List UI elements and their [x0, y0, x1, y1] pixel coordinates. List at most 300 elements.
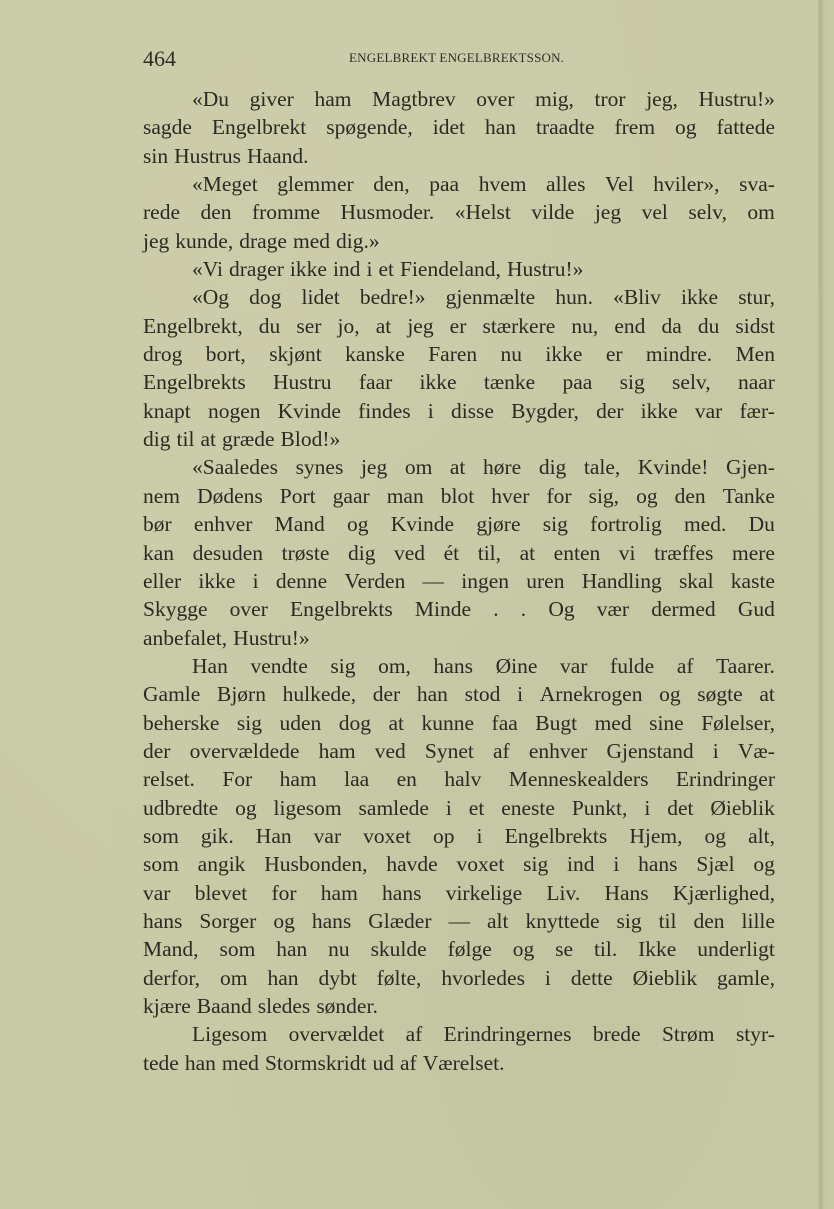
word: skulde [370, 937, 427, 962]
word: sledes [257, 994, 311, 1018]
word: angik [197, 852, 246, 877]
word: søgte [697, 682, 743, 707]
word: til [176, 427, 195, 452]
word: Hustru!» [698, 87, 775, 111]
word: trøste [281, 540, 330, 565]
word: den, [373, 172, 410, 197]
word: hans [433, 653, 473, 678]
word: bør [143, 512, 172, 537]
word: mig, [535, 87, 574, 111]
text-line [143, 113, 775, 141]
word: og [659, 682, 681, 707]
word: fattede [716, 115, 775, 140]
word: blevet [194, 880, 248, 905]
word: dette [570, 965, 613, 990]
word: overvældede [189, 738, 300, 763]
word: jeg [407, 313, 434, 338]
word: hver [491, 483, 530, 508]
word: Tanke [722, 483, 775, 508]
text-line [143, 198, 775, 226]
word: Kjærlighed, [672, 880, 775, 905]
word: han [484, 115, 517, 140]
word: kunde, [175, 228, 234, 253]
word: hviler», [653, 172, 720, 197]
word: fær- [739, 398, 775, 423]
word: med [293, 228, 331, 253]
word: for [271, 880, 297, 905]
word: at [375, 313, 392, 338]
word: dig [347, 540, 376, 565]
word: i [517, 682, 524, 707]
word: jeg [594, 200, 622, 225]
word: laa [344, 767, 370, 792]
text-line [143, 539, 775, 567]
word: Taarer. [716, 653, 775, 678]
word: som [219, 937, 256, 962]
word: naar [737, 370, 775, 395]
word: der [372, 682, 401, 707]
word: Stormskridt [264, 1050, 367, 1075]
word: ind [332, 257, 361, 282]
word: Han [255, 823, 292, 848]
word: det [667, 795, 694, 820]
text-line [143, 340, 775, 368]
word: den [674, 483, 706, 508]
word: drage [239, 228, 287, 253]
word: gik. [200, 823, 234, 848]
word: du [697, 313, 720, 338]
word: desuden [192, 540, 264, 565]
word: «Du [192, 87, 230, 111]
word: Husbonden, [264, 852, 368, 877]
word: glemmer [277, 172, 354, 197]
word: mindre. [645, 342, 713, 367]
word: «Bliv [613, 285, 661, 310]
word: af [493, 738, 510, 763]
word: gaar [332, 483, 370, 508]
word: giver [249, 87, 294, 111]
word: var [143, 880, 171, 905]
text-line [143, 737, 775, 765]
word: at [759, 682, 775, 707]
word: bort, [205, 342, 246, 367]
text-line [143, 1020, 775, 1048]
word: kaste [730, 568, 775, 593]
word: Synet [424, 738, 474, 763]
word: for [546, 483, 572, 508]
word: Strøm [661, 1022, 715, 1047]
word: faar [358, 370, 393, 395]
word: ikke [681, 285, 719, 310]
word: spøgende, [326, 115, 413, 140]
word: der [596, 398, 624, 423]
word: han [416, 682, 448, 707]
word: jeg [143, 228, 170, 253]
word: faa [491, 710, 518, 735]
word: Engelbrekts [143, 370, 246, 395]
word: ikke [198, 568, 236, 593]
word: beherske [143, 710, 220, 735]
word: Bugt [535, 710, 578, 735]
word: Han [192, 653, 228, 678]
word: sidst [735, 313, 775, 338]
word: sin [143, 143, 169, 168]
word: Faren [428, 342, 478, 367]
word: eneste [501, 795, 555, 820]
word: nu [500, 342, 523, 367]
word: Kvinde [390, 512, 455, 537]
word: til, [477, 540, 502, 565]
word: — [448, 908, 470, 933]
word: udbredte [143, 795, 219, 820]
word: Handling [581, 568, 662, 593]
word: sine [649, 710, 684, 735]
word: samlede [358, 795, 429, 820]
word: sig [236, 710, 262, 735]
word: Sjæl [696, 852, 735, 877]
word: var [694, 398, 723, 423]
text-line [143, 85, 775, 113]
word: var [559, 653, 588, 678]
text-line [143, 312, 775, 340]
word: jo, [337, 313, 360, 338]
word: gjøre [476, 512, 521, 537]
text-line [143, 680, 775, 708]
word: sva- [739, 172, 775, 197]
word: Kvinde [277, 398, 341, 423]
word: Arnekrogen [539, 682, 643, 707]
word: og [704, 823, 727, 848]
word: rede [143, 200, 180, 225]
word: Minde [414, 597, 472, 622]
word: Hustru [273, 370, 332, 395]
word: om [404, 455, 433, 480]
word: Baand [196, 994, 252, 1018]
word: relset. [143, 767, 195, 792]
word: kjære [143, 994, 191, 1018]
word: som [143, 823, 179, 848]
word: i [613, 852, 620, 877]
word: ét [443, 540, 460, 565]
word: Øieblik [632, 965, 698, 990]
word: kan [143, 540, 175, 565]
word: at [449, 455, 466, 480]
word: du [258, 313, 281, 338]
word: paa [429, 172, 460, 197]
word: man [386, 483, 424, 508]
word: og [235, 795, 257, 820]
word: et [468, 795, 485, 820]
word: han [276, 937, 308, 962]
word: den [693, 908, 725, 933]
word: se [555, 937, 574, 962]
word: han [184, 1050, 216, 1075]
word: og [512, 937, 535, 962]
word: ham [314, 87, 352, 111]
word: vendte [250, 653, 308, 678]
word: vel [641, 200, 668, 225]
text-line [143, 624, 775, 652]
word: af [400, 1050, 417, 1075]
word: at [200, 427, 216, 452]
word: skjønt [269, 342, 322, 367]
running-head: ENGELBREKT ENGELBREKTSSON. [349, 50, 565, 65]
word: Mand, [143, 937, 199, 962]
page-header [143, 44, 773, 74]
word: Engelbrekt, [143, 313, 243, 338]
word: synes [295, 455, 344, 480]
word: sig [542, 512, 568, 537]
word: om, [378, 653, 411, 678]
word: Liv. [546, 880, 581, 905]
word: Men [735, 342, 775, 367]
text-line [143, 1049, 775, 1077]
word: uden [279, 710, 322, 735]
word: som [143, 852, 179, 877]
word: sønder. [316, 994, 378, 1018]
text-line [143, 595, 775, 623]
word: «Meget [192, 172, 258, 197]
word: Øine [495, 653, 538, 678]
word: knyttede [525, 908, 600, 933]
text-line [143, 907, 775, 935]
word: er [449, 313, 467, 338]
word: sig [330, 653, 356, 678]
word: fromme [251, 200, 321, 225]
word: træffes [654, 540, 714, 565]
word: og [675, 115, 697, 140]
text-line [143, 482, 775, 510]
word: stur, [738, 285, 775, 310]
text-line [143, 879, 775, 907]
word: enhver [528, 738, 588, 763]
word: Skygge [143, 597, 208, 622]
word: dybt [318, 965, 357, 990]
word: Engelbrekt [211, 115, 307, 140]
word: vilde [531, 200, 575, 225]
word: at [519, 540, 536, 565]
word: i [644, 795, 651, 820]
word: med. [683, 512, 727, 537]
word: «Saaledes [192, 455, 278, 480]
word: ham [279, 767, 317, 792]
word: i [476, 823, 483, 848]
word: vær [596, 597, 630, 622]
word: — [422, 568, 445, 593]
word: disse [450, 398, 494, 423]
word: hvem [478, 172, 527, 197]
word: Ikke [638, 937, 677, 962]
word: enhver [193, 512, 253, 537]
word: anbefalet, [143, 625, 228, 650]
word: hans [638, 852, 678, 877]
word: gamle, [717, 965, 775, 990]
word: hans [382, 880, 422, 905]
word: ikke [545, 342, 583, 367]
word: Øieblik [710, 795, 775, 820]
word: Engelbrekts [504, 823, 608, 848]
word: Væ- [737, 738, 775, 763]
word: alt, [748, 823, 775, 848]
word: var [313, 823, 342, 848]
word: nu [328, 937, 350, 962]
word: af [405, 1022, 423, 1047]
word: voxet [363, 823, 411, 848]
word: kanske [345, 342, 405, 367]
word: Følelser, [701, 710, 775, 735]
word: til. [593, 937, 618, 962]
word: skal [678, 568, 714, 593]
word: drager [228, 257, 284, 282]
word: stod [464, 682, 501, 707]
word: denne [275, 568, 328, 593]
word: om [747, 200, 775, 225]
word: høre [483, 455, 522, 480]
word: Glæder [368, 908, 432, 933]
word: dig [143, 427, 171, 452]
word: vi [618, 540, 636, 565]
word: «Vi [192, 257, 223, 282]
word: idet [432, 115, 466, 140]
word: fulde [610, 653, 655, 678]
word: sig, [588, 483, 620, 508]
word: i [427, 398, 434, 423]
word: Ligesom [192, 1022, 268, 1047]
word: Gamle [143, 682, 201, 707]
word: over [229, 597, 268, 622]
word: jeg [360, 455, 388, 480]
text-line [143, 368, 775, 396]
word: nem [143, 483, 181, 508]
word: blot [440, 483, 475, 508]
word: hvorledes [441, 965, 525, 990]
word: knapt [143, 398, 191, 423]
word: Engelbrekts [290, 597, 393, 622]
word: ud [372, 1050, 394, 1075]
word: ikke [289, 257, 327, 282]
word: dig [538, 455, 567, 480]
word: Haand. [247, 143, 309, 168]
word: der [143, 738, 171, 763]
word: findes [358, 398, 411, 423]
word: ved [394, 540, 426, 565]
word: tale, [583, 455, 621, 480]
word: ikke [419, 370, 457, 395]
text-line [143, 453, 775, 481]
word: mere [731, 540, 775, 565]
word: i [712, 738, 719, 763]
word: selv, [688, 200, 727, 225]
text-line [143, 709, 775, 737]
word: og [636, 483, 658, 508]
text-line [143, 397, 775, 425]
text-line [143, 964, 775, 992]
word: Mand [274, 512, 325, 537]
word: end [614, 313, 646, 338]
word: lidet [301, 285, 340, 310]
text-line [143, 992, 775, 1020]
word: og [273, 908, 295, 933]
page-number: 464 [143, 46, 176, 71]
word: Du [748, 512, 775, 537]
word: et [378, 257, 394, 282]
word: i [366, 257, 373, 282]
word: dig.» [336, 228, 380, 253]
text-line [143, 935, 775, 963]
word: virkelige [445, 880, 523, 905]
word: ingen [461, 568, 510, 593]
word: ved [374, 738, 406, 763]
word: Blod!» [280, 427, 341, 452]
word: Husmoder. [340, 200, 435, 225]
word: ham [318, 738, 356, 763]
word: . [520, 597, 527, 622]
word: eller [143, 568, 182, 593]
word: dog [338, 710, 371, 735]
word: tænke [483, 370, 536, 395]
word: sig [619, 370, 645, 395]
word: paa [562, 370, 593, 395]
word: Bygder, [511, 398, 579, 423]
text-line [143, 142, 775, 170]
word: og [347, 512, 369, 537]
word: bedre!» [359, 285, 426, 310]
word: om [220, 965, 248, 990]
text-line [143, 822, 775, 850]
word: at [388, 710, 405, 735]
text-line [143, 170, 775, 198]
word: For [222, 767, 253, 792]
word: Menneskealders [508, 767, 649, 792]
word: . [493, 597, 499, 622]
word: over [476, 87, 515, 111]
word: Hjem, [629, 823, 683, 848]
word: tror [594, 87, 626, 111]
word: Fiendeland, [400, 257, 501, 282]
word: han [267, 965, 299, 990]
word: lille [741, 908, 775, 933]
word: hans [143, 908, 183, 933]
text-line [143, 567, 775, 595]
word: hun. [555, 285, 593, 310]
word: kunne [421, 710, 475, 735]
word: selv, [672, 370, 711, 395]
text-line [143, 765, 775, 793]
word: voxet [456, 852, 505, 877]
word: er [605, 342, 623, 367]
word: Hustru!» [233, 625, 310, 650]
word: sagde [143, 115, 192, 140]
word: i [445, 795, 452, 820]
word: sig [616, 908, 642, 933]
word: Erindringer [675, 767, 775, 792]
word: dog [249, 285, 282, 310]
word: Og [548, 597, 575, 622]
word: frem [614, 115, 656, 140]
word: Vel [605, 172, 634, 197]
word: til [658, 908, 677, 933]
word: alles [546, 172, 586, 197]
word: sig [523, 852, 549, 877]
word: af [676, 653, 694, 678]
word: med [221, 1050, 259, 1075]
word: Hustrus [174, 143, 242, 168]
word: en [396, 767, 417, 792]
word: drog [143, 342, 183, 367]
word: Kvinde! [637, 455, 709, 480]
word: gjenmælte [445, 285, 536, 310]
word: følge [447, 937, 492, 962]
